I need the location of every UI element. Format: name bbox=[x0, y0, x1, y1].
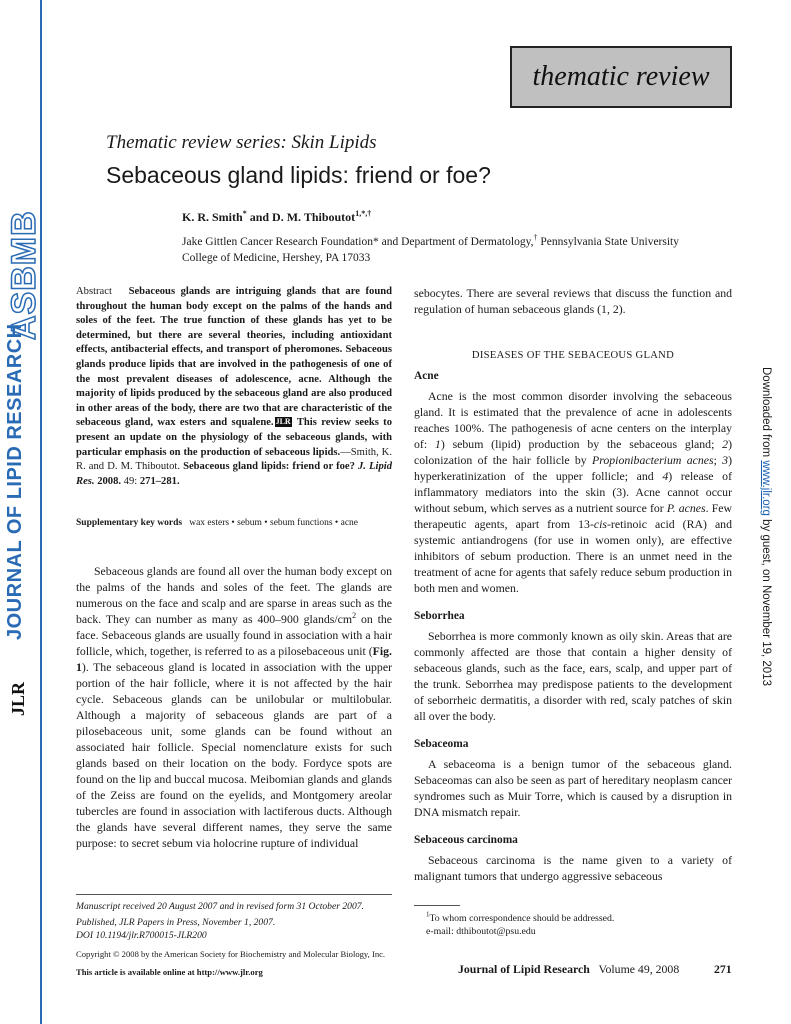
correspondence-footnote: $^1$To whom correspondence should be addressed. e-mail: dthiboutot@psu.edu bbox=[426, 910, 615, 937]
online-notice: This article is available online at http://www.jlr.org bbox=[76, 967, 263, 977]
thematic-review-badge: thematic review bbox=[510, 46, 732, 108]
jlr-link[interactable]: www.jlr.org bbox=[760, 460, 772, 516]
seborrhea-paragraph: Seborrhea is more commonly known as oily skin. Areas that are commonly affected are those that contain a higher density of sebaceous glands, such as the face, ears, scalp, and upper part of the trunk. Seborrhea may predispose patients to the development of seborrheic dermatitis, a disorder with red, scaly patches of skin all over the body. bbox=[414, 629, 732, 723]
sidebar-rule bbox=[40, 0, 42, 1024]
jlr-icon: JLR bbox=[275, 417, 291, 427]
fig-1-link[interactable]: Fig. 1 bbox=[76, 644, 392, 674]
section-heading: DISEASES OF THE SEBACEOUS GLAND bbox=[471, 350, 675, 361]
sebaceoma-paragraph: A sebaceoma is a benign tumor of the sebaceous gland. Sebaceomas can also be seen as part of hereditary neoplasm cancer syndromes such as Muir Torre, which is caused by a disruption in DNA mismatch repair. bbox=[414, 757, 732, 819]
right-column bbox=[414, 285, 732, 884]
subheading-sebaceoma: Sebaceoma bbox=[414, 738, 469, 750]
author-line: K. R. Smith* and D. M. Thiboutot$^{1,*,\dagger}$ bbox=[182, 209, 372, 224]
footnote-divider bbox=[76, 894, 392, 895]
intro-paragraph: Sebaceous glands are found all over the human body except on the palms of the hands and soles of the feet. The glands are numerous on the face and scalp and are sparse in areas such as the back. They can number as many as 400–900 glands/$cm^2$ on the face. Sebaceous glands are usually found in association with a hair follicle, which, together, is referred to as a pilosebaceous unit (Fig. 1). The sebaceous gland is located in association with the upper portion of the hair follicle, where it is not affected by the hair cycle. Sebaceous glands can be unilobular or multilobular. Although a majority of sebaceous glands are part of a pilosebaceous unit, some glands can be found without an associated hair follicle. Special nomenclature exists for such glands based on their location on the body. Fordyce spots are found on the lip and buccal mucosa. Meibomian glands and glands of the Zeiss are found on the eyelids, and Montgomery areolar tubercles are found in association with lactiferous ducts. Although the glands have several different names, they serve the same purpose: to secret sebum via holocrine rupture of individual bbox=[76, 564, 393, 850]
keywords: Supplementary key words wax esters • sebum • sebum functions • acne bbox=[76, 518, 359, 528]
continued-text: sebocytes. There are several reviews that discuss the function and regulation of human sebaceous glands (1, 2). bbox=[414, 286, 732, 316]
download-notice: Downloaded from www.jlr.org by guest, on November 19, 2013 bbox=[760, 367, 772, 686]
asbmb-logo: ASBMB bbox=[5, 210, 43, 340]
subheading-seborrhea: Seborrhea bbox=[414, 610, 465, 622]
page-number: 271 bbox=[714, 962, 732, 976]
footer-journal: Journal of Lipid Research Volume 49, 2008 bbox=[458, 962, 680, 976]
abstract: Abstract Sebaceous glands are intriguing glands that are found throughout the human body except on the palms of the hands and soles of the feet. The true function of these glands has yet to be determined, but there are several theories, including antioxidant effects, antibacterial effects, and transport of pheromones. Sebaceous glands produce lipids that are involved in the pathogenesis of one of the most prevalent diseases of adolescence, acne. Although the majority of lipids produced by the sebaceous gland are also produced in other areas of the body, there are two that are characteristic of the sebaceous gland, wax esters and squalene. JLR This review seeks to present an update on the physiology of the sebaceous glands, with particular emphasis on the production of sebaceous lipids.—Smith, K. R. and D. M. Thiboutot. Sebaceous gland lipids: friend or foe? J. Lipid Res. 2008. 49: 271–281. bbox=[76, 286, 392, 487]
footnote-short-divider bbox=[414, 905, 460, 906]
abstract-label: Abstract bbox=[76, 286, 112, 297]
series-title: Thematic review series: Skin Lipids bbox=[106, 132, 377, 153]
journal-name-vertical: JOURNAL OF LIPID RESEARCH bbox=[4, 323, 26, 640]
copyright: Copyright © 2008 by the American Society for Biochemistry and Molecular Biology, Inc. bbox=[76, 949, 386, 959]
manuscript-history: Manuscript received 20 August 2007 and in revised form 31 October 2007. Published, JLR Papers in Press, November 1, 2007. DOI 10.1194/jlr.R700015-JLR200 bbox=[76, 901, 364, 941]
carcinoma-paragraph: Sebaceous carcinoma is the name given to a variety of malignant tumors that undergo aggressive sebaceous bbox=[414, 853, 732, 883]
subheading-acne: Acne bbox=[414, 370, 439, 382]
affiliation: Jake Gittlen Cancer Research Foundation* and Department of Dermatology,† Pennsylvania State University College of Medicine, Hershey, PA 17033 bbox=[182, 233, 679, 264]
subheading-carcinoma: Sebaceous carcinoma bbox=[414, 834, 518, 846]
article-title: Sebaceous gland lipids: friend or foe? bbox=[106, 162, 491, 188]
jlr-logo: JLR bbox=[8, 681, 28, 716]
acne-paragraph: Acne is the most common disorder involving the sebaceous gland. It is estimated that the prevalence of acne in adolescents reaches 100%. The pathogenesis of acne centers on the interplay of: 1) sebum (lipid) production by the sebaceous gland; 2) colonization of the hair follicle by Propionibacterium acnes; 3) hyperkeratinization of the upper follicle; and 4) release of inflammatory mediators into the skin (3). Acne cannot occur without sebum, which serves as a nutrient source for P. acnes. Few therapeutic agents, apart from 13-cis-retinoic acid (RA) and systemic antiandrogens (for use in women only), are effective inhibitors of sebum production. There is an unmet need in the treatment of acne for agents that safely reduce sebum production in both men and women. bbox=[414, 389, 733, 595]
